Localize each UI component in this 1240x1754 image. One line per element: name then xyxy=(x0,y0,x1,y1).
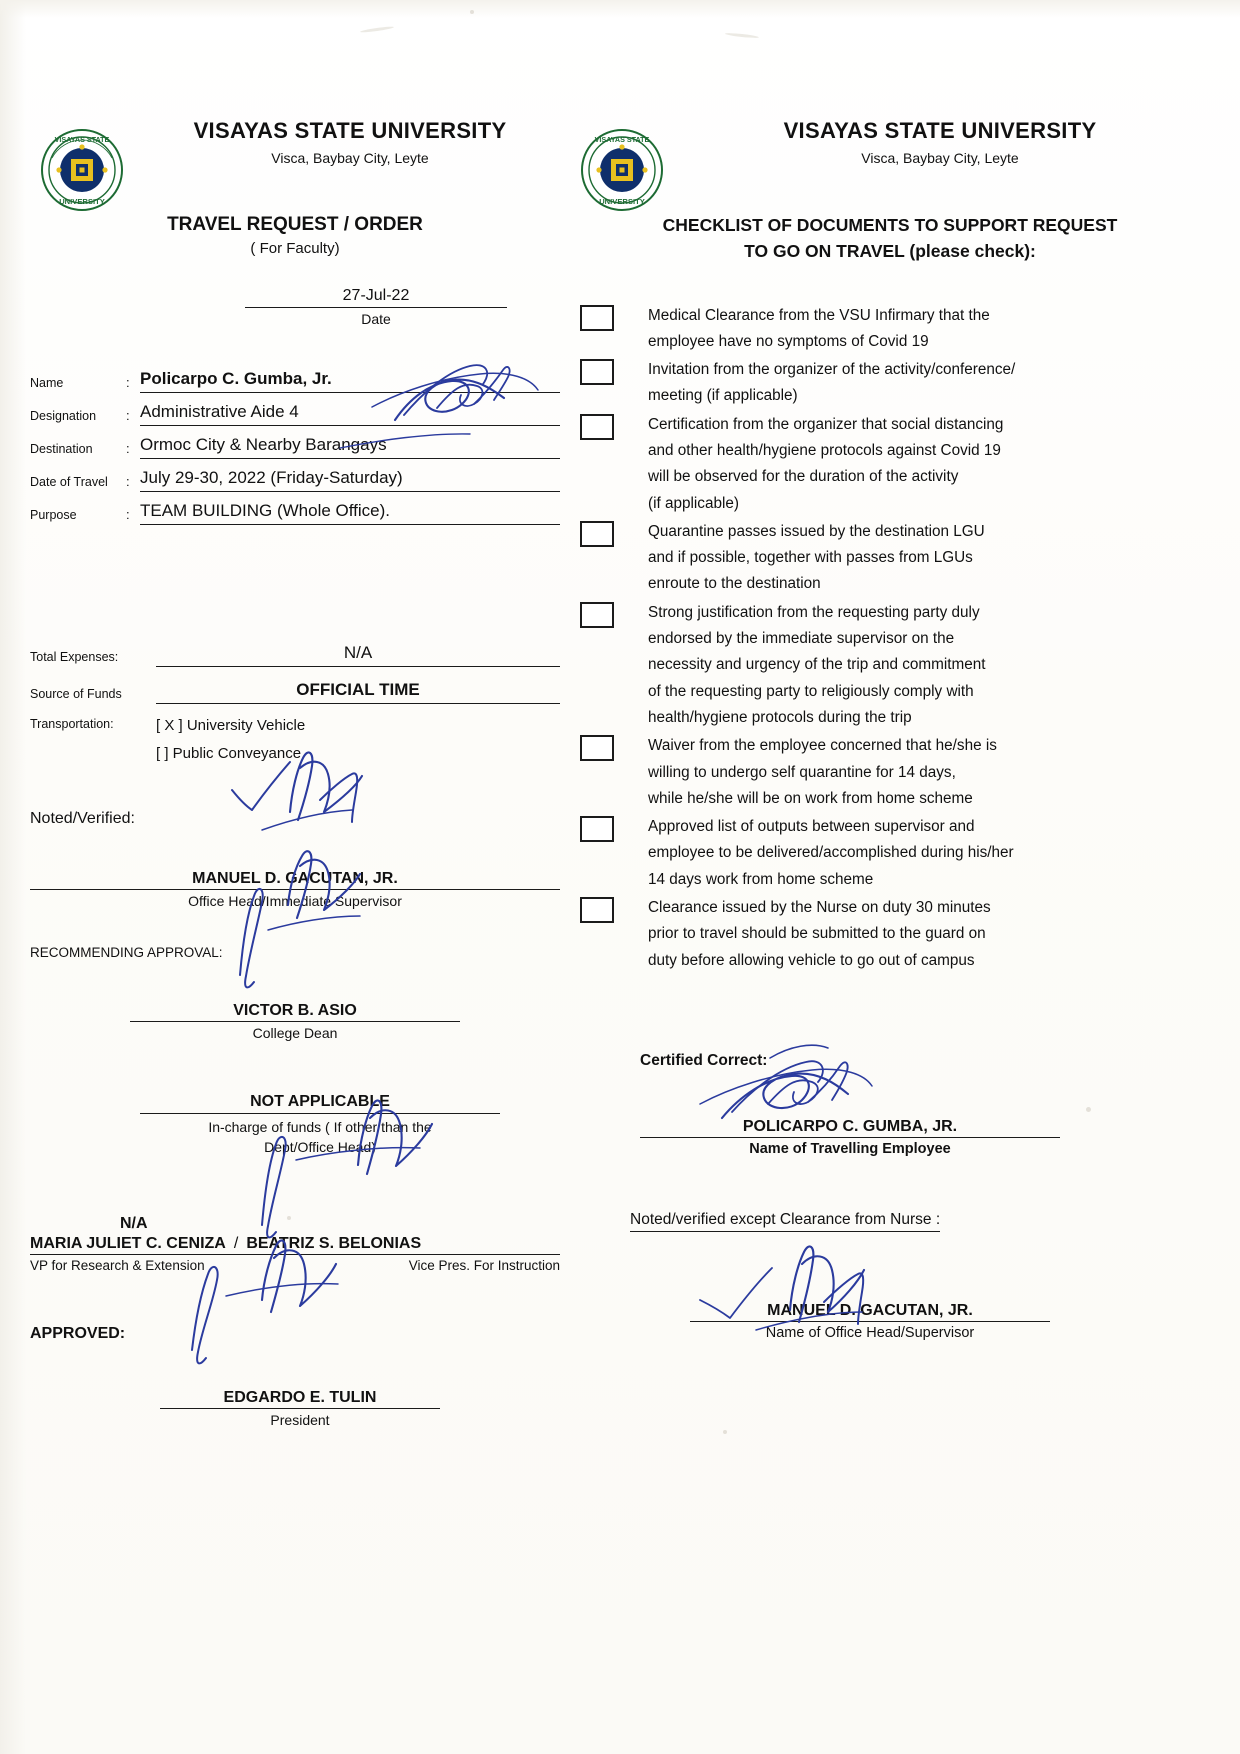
checklist-item[interactable] xyxy=(580,600,1200,731)
noted-nurse-signature-block xyxy=(690,1302,1050,1341)
vp-name-left: MARIA JULIET C. CENIZA xyxy=(30,1235,226,1253)
field-colon: : xyxy=(126,507,130,522)
in-charge-of-funds-block xyxy=(140,1093,500,1157)
checkbox-strong-justification[interactable] xyxy=(580,602,614,628)
in-charge-funds-status: NOT APPLICABLE xyxy=(140,1093,500,1114)
certified-correct-role: Name of Travelling Employee xyxy=(749,1140,951,1157)
field-row-destination xyxy=(30,435,560,459)
vice-president-block xyxy=(30,1215,560,1273)
noted-verified-role: Office Head/Immediate Supervisor xyxy=(188,893,402,909)
checklist-title-line2: TO GO ON TRAVEL (please check): xyxy=(744,241,1036,262)
field-row-purpose xyxy=(30,501,560,525)
checklist-item[interactable] xyxy=(580,357,1200,410)
form-subtitle: ( For Faculty) xyxy=(250,240,340,257)
noted-verified-nurse-line: Noted/verified except Clearance from Nurse : xyxy=(630,1211,940,1232)
checklist-line: of the requesting party to religiously comply with xyxy=(648,682,974,700)
checklist-item-text xyxy=(648,814,1200,893)
vp-role-left: VP for Research & Extension xyxy=(30,1258,205,1274)
checklist-line: Waiver from the employee concerned that he/she is xyxy=(648,737,997,755)
university-seal-right xyxy=(580,128,664,212)
checkbox-invitation[interactable] xyxy=(580,359,614,385)
field-value-designation: Administrative Aide 4 xyxy=(140,402,560,426)
checklist-item[interactable] xyxy=(580,519,1200,598)
field-label: Purpose xyxy=(30,508,77,522)
noted-verified-name: MANUEL D. GACUTAN, JR. xyxy=(30,870,560,890)
recommending-approval-block xyxy=(30,945,560,1041)
checkbox-waiver[interactable] xyxy=(580,735,614,761)
university-seal-left xyxy=(40,128,124,212)
recommending-approval-role: College Dean xyxy=(252,1025,338,1041)
field-row-source-of-funds xyxy=(30,680,560,704)
noted-verified-block xyxy=(30,810,560,909)
vp-separator: / xyxy=(233,1235,239,1253)
noted-nurse-role: Name of Office Head/Supervisor xyxy=(765,1324,975,1341)
checklist-line: enroute to the destination xyxy=(648,575,821,593)
checklist-line: necessity and urgency of the trip and commitment xyxy=(648,656,986,674)
checklist-title-line1: CHECKLIST OF DOCUMENTS TO SUPPORT REQUEST xyxy=(662,215,1118,235)
checklist-line: Certification from the organizer that social distancing xyxy=(648,415,1004,433)
checklist-line: Clearance issued by the Nurse on duty 30 minutes xyxy=(648,899,991,917)
scan-edge-shadow-left xyxy=(0,0,26,1754)
vp-na-marker: N/A xyxy=(120,1215,148,1233)
checklist-item[interactable] xyxy=(580,733,1200,812)
field-label: Destination xyxy=(30,442,93,456)
checklist-line: Strong justification from the requesting party duly xyxy=(648,603,980,621)
checklist-line: Quarantine passes issued by the destination LGU xyxy=(648,522,985,540)
checklist-line: (if applicable) xyxy=(648,494,739,512)
checklist-line: while he/she will be on work from home scheme xyxy=(648,789,973,807)
university-name-left: VISAYAS STATE UNIVERSITY xyxy=(193,118,507,143)
checklist-item-text xyxy=(648,895,1200,974)
in-charge-funds-caption-line2: Dept/Office Head) xyxy=(264,1138,376,1155)
field-row-designation xyxy=(30,402,560,426)
noted-nurse-name: MANUEL D. GACUTAN, JR. xyxy=(690,1302,1050,1322)
checkbox-quarantine-passes[interactable] xyxy=(580,521,614,547)
checklist-line: endorsed by the immediate supervisor on the xyxy=(648,630,955,648)
field-value-destination: Ormoc City & Nearby Barangays xyxy=(140,435,560,459)
field-colon: : xyxy=(126,474,130,489)
svg-text:VISAYAS STATE: VISAYAS STATE xyxy=(54,135,110,144)
vp-roles-row xyxy=(30,1258,560,1273)
field-label: Designation xyxy=(30,409,97,423)
checklist-items xyxy=(580,303,1200,974)
checklist-item-text xyxy=(648,733,1200,812)
form-title: TRAVEL REQUEST / ORDER xyxy=(167,214,423,235)
noted-verified-label: Noted/Verified: xyxy=(30,810,135,827)
checklist-line: Approved list of outputs between supervisor and xyxy=(648,818,975,836)
field-colon: : xyxy=(126,441,130,456)
checklist-item[interactable] xyxy=(580,814,1200,893)
field-value-date-of-travel: July 29-30, 2022 (Friday-Saturday) xyxy=(140,468,560,492)
certified-correct-label: Certified Correct: xyxy=(640,1051,768,1069)
field-label: Date of Travel xyxy=(30,475,108,489)
certified-correct-name: POLICARPO C. GUMBA, JR. xyxy=(640,1118,1060,1138)
university-name-right: VISAYAS STATE UNIVERSITY xyxy=(783,118,1097,143)
checklist-form xyxy=(580,118,1200,1341)
recommending-approval-label: RECOMMENDING APPROVAL: xyxy=(30,945,223,960)
checklist-item-text xyxy=(648,600,1200,731)
checklist-line: Invitation from the organizer of the activity/conference/ xyxy=(648,361,1016,379)
vp-name-right: BEATRIZ S. BELONIAS xyxy=(246,1235,422,1253)
transportation-row xyxy=(30,717,560,734)
svg-text:UNIVERSITY: UNIVERSITY xyxy=(599,197,645,206)
checklist-item-text xyxy=(648,412,1200,517)
vp-role-right: Vice Pres. For Instruction xyxy=(408,1258,560,1274)
president-name: EDGARDO E. TULIN xyxy=(160,1389,440,1409)
checklist-line: duty before allowing vehicle to go out of campus xyxy=(648,951,975,969)
transportation-label: Transportation: xyxy=(30,717,114,731)
checklist-line: prior to travel should be submitted to the guard on xyxy=(648,925,986,943)
date-value: 27-Jul-22 xyxy=(245,287,507,308)
checklist-item-text xyxy=(648,519,1200,598)
date-label: Date xyxy=(361,311,391,327)
scan-edge-shadow-top xyxy=(0,0,1240,18)
checkbox-approved-list-outputs[interactable] xyxy=(580,816,614,842)
president-role: President xyxy=(270,1412,330,1429)
checklist-line: employee have no symptoms of Covid 19 xyxy=(648,332,929,350)
field-value-purpose: TEAM BUILDING (Whole Office). xyxy=(140,501,560,525)
expense-fields xyxy=(30,643,560,762)
checklist-line: willing to undergo self quarantine for 14 days, xyxy=(648,763,956,781)
field-label: Source of Funds xyxy=(30,687,122,701)
scan-speck xyxy=(470,10,474,14)
approved-block xyxy=(30,1325,560,1428)
approved-label: APPROVED: xyxy=(30,1325,126,1343)
field-label: Total Expenses: xyxy=(30,650,119,664)
in-charge-funds-caption-line1: In-charge of funds ( If other than the xyxy=(208,1119,432,1135)
scan-speck xyxy=(723,1430,727,1434)
checkbox-certification-social-distancing[interactable] xyxy=(580,414,614,440)
checkbox-medical-clearance[interactable] xyxy=(580,305,614,331)
university-address-right: Visca, Baybay City, Leyte xyxy=(861,150,1019,166)
transport-option-university-vehicle[interactable]: [ X ] University Vehicle xyxy=(156,717,306,734)
checklist-line: health/hygiene protocols during the trip xyxy=(648,708,912,726)
field-row-name xyxy=(30,369,560,393)
certified-correct-block xyxy=(640,1052,1060,1157)
field-row-date-of-travel xyxy=(30,468,560,492)
request-fields xyxy=(30,369,560,525)
noted-nurse-block xyxy=(580,1157,1200,1341)
checklist-item-text xyxy=(648,303,1200,356)
checklist-line: employee to be delivered/accomplished during his/her xyxy=(648,844,1014,862)
field-value-name: Policarpo C. Gumba, Jr. xyxy=(140,369,560,393)
checklist-item[interactable] xyxy=(580,412,1200,517)
checklist-line: and other health/hygiene protocols against Covid 19 xyxy=(648,441,1001,459)
checklist-line: will be observed for the duration of the activity xyxy=(648,468,959,486)
checklist-item[interactable] xyxy=(580,303,1200,356)
svg-text:UNIVERSITY: UNIVERSITY xyxy=(59,197,105,206)
date-block xyxy=(245,287,507,327)
university-address-left: Visca, Baybay City, Leyte xyxy=(271,150,429,166)
checkbox-nurse-clearance[interactable] xyxy=(580,897,614,923)
field-label: Name xyxy=(30,376,64,390)
field-row-total-expenses xyxy=(30,643,560,667)
vp-names-row xyxy=(30,1235,560,1255)
field-value-source-of-funds: OFFICIAL TIME xyxy=(156,680,560,704)
checklist-item-text xyxy=(648,357,1200,410)
transport-option-public-conveyance[interactable]: [ ] Public Conveyance xyxy=(156,745,302,762)
field-value-total-expenses: N/A xyxy=(156,643,560,667)
field-colon: : xyxy=(126,408,130,423)
recommending-approval-name: VICTOR B. ASIO xyxy=(130,1002,460,1022)
travel-request-form xyxy=(30,118,560,1428)
checklist-line: 14 days work from home scheme xyxy=(648,870,874,888)
field-colon: : xyxy=(126,375,130,390)
svg-text:VISAYAS STATE: VISAYAS STATE xyxy=(594,135,650,144)
checklist-line: Medical Clearance from the VSU Infirmary that the xyxy=(648,306,990,324)
checklist-item[interactable] xyxy=(580,895,1200,974)
checklist-line: and if possible, together with passes from LGUs xyxy=(648,549,973,567)
checklist-line: meeting (if applicable) xyxy=(648,387,798,405)
